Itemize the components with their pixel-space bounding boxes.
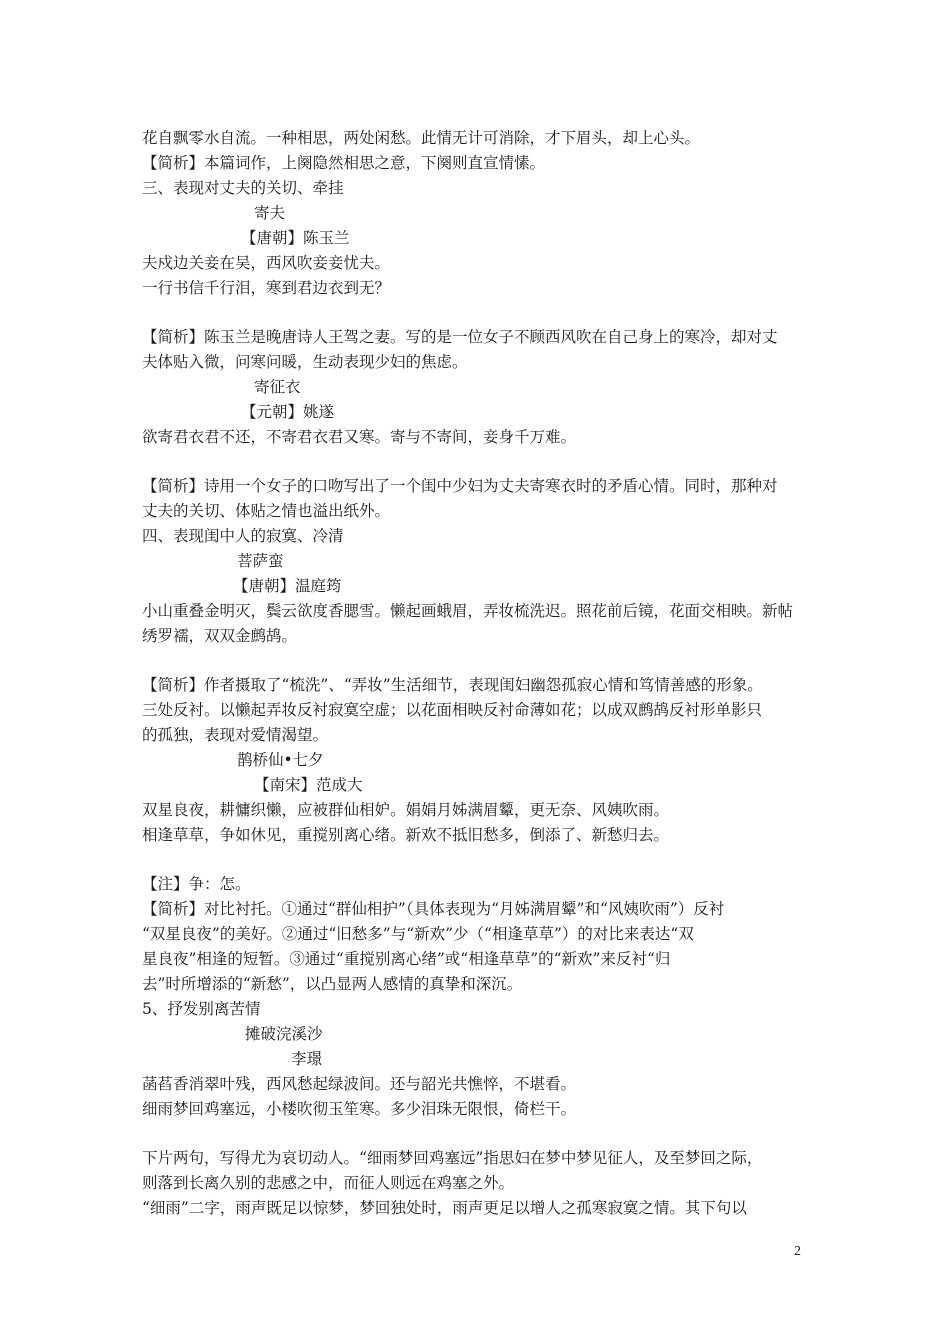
poem-author: 【南宋】范成大: [254, 776, 363, 794]
poem-line: 欲寄君衣君不还，不寄君衣君又寒。寄与不寄间，妾身千万难。: [142, 428, 577, 446]
text-line: 【简析】本篇词作，上阕隐然相思之意，下阕则直宣情愫。: [142, 154, 546, 172]
poem-title: 摊破浣溪沙: [245, 1025, 323, 1043]
poem-author: 【元朝】姚遂: [241, 403, 335, 421]
text-line: 下片两句，写得尤为哀切动人。“细雨梦回鸡塞远”指思妇在梦中梦见征人，及至梦回之际，: [142, 1149, 763, 1167]
text-line: 【简析】对比衬托。①通过“群仙相护”（具体表现为“月姊满眉颦”和“风姨吹雨”）反衬: [142, 900, 725, 918]
text-line: 花自飘零水自流。一种相思，两处闲愁。此情无计可消除，才下眉头，却上心头。: [142, 129, 701, 147]
text-line: “细雨”二字，雨声既足以惊梦，梦回独处时，雨声更足以增人之孤寒寂寞之情。其下句以: [142, 1199, 747, 1217]
poem-author: 李璟: [291, 1050, 323, 1068]
poem-line: 绣罗襦，双双金鹧鸪。: [142, 627, 298, 645]
poem-line: 菡萏香消翠叶残，西风愁起绿波间。还与韶光共憔悴，不堪看。: [142, 1075, 577, 1093]
poem-title: 寄征衣: [254, 378, 301, 396]
poem-line: 一行书信千行泪，寒到君边衣到无？: [142, 279, 391, 297]
text-line: 去”时所增添的“新愁”，以凸显两人感情的真挚和深沉。: [142, 975, 523, 993]
poem-line: 小山重叠金明灭，鬓云欲度香腮雪。懒起画蛾眉，弄妆梳洗迟。照花前后镜，花面交相映。新帖: [142, 602, 794, 620]
text-line: 【简析】诗用一个女子的口吻写出了一个闺中少妇为丈夫寄寒衣时的矛盾心情。同时，那种对: [142, 477, 778, 495]
text-line: 【简析】作者摄取了“梳洗”、“弄妆”生活细节，表现闺妇幽怨孤寂心情和笃情善感的形象。: [142, 676, 763, 694]
section-heading: 四、表现闺中人的寂寞、冷清: [142, 527, 344, 545]
text-line: 星良夜”相逢的短暂。③通过“重搅别离心绪”或“相逢草草”的“新欢”来反衬“归: [142, 950, 671, 968]
poem-title: 寄夫: [254, 204, 286, 222]
poem-title: 菩萨蛮: [237, 552, 284, 570]
poem-line: 夫戍边关妾在吴，西风吹妾妾忧夫。: [142, 254, 391, 272]
text-line: 三处反衬。以懒起弄妆反衬寂寞空虚；以花面相映反衬命薄如花；以成双鹧鸪反衬形单影只: [142, 701, 763, 719]
page-number: 2: [794, 1244, 801, 1259]
poem-line: 细雨梦回鸡塞远，小楼吹彻玉笙寒。多少泪珠无限恨，倚栏干。: [142, 1100, 577, 1118]
text-line: 丈夫的关切、体贴之情也溢出纸外。: [142, 502, 391, 520]
text-line: 夫体贴入微，问寒问暖，生动表现少妇的焦虑。: [142, 353, 468, 371]
text-line: “双星良夜”的美好。②通过“旧愁多”与“新欢”少（“相逢草草”）的对比来表达“双: [142, 925, 694, 943]
poem-author: 【唐朝】陈玉兰: [241, 229, 350, 247]
text-line: 的孤独，表现对爱情渴望。: [142, 726, 329, 744]
poem-line: 双星良夜，耕慵织懒，应被群仙相妒。娟娟月姊满眉颦，更无奈、风姨吹雨。: [142, 801, 670, 819]
section-heading: 三、表现对丈夫的关切、牵挂: [142, 179, 344, 197]
poem-title: 鹊桥仙•七夕: [237, 751, 324, 769]
poem-author: 【唐朝】温庭筠: [233, 577, 342, 595]
text-line: 【简析】陈玉兰是晚唐诗人王驾之妻。写的是一位女子不顾西风吹在自己身上的寒冷，却对丈: [142, 328, 778, 346]
section-heading: 5、抒发别离苦情: [142, 1000, 261, 1018]
note-line: 【注】争：怎。: [142, 875, 251, 893]
poem-line: 相逢草草，争如休见，重搅别离心绪。新欢不抵旧愁多，倒添了、新愁归去。: [142, 826, 670, 844]
text-line: 则落到长离久别的悲感之中，而征人则远在鸡塞之外。: [142, 1174, 515, 1192]
